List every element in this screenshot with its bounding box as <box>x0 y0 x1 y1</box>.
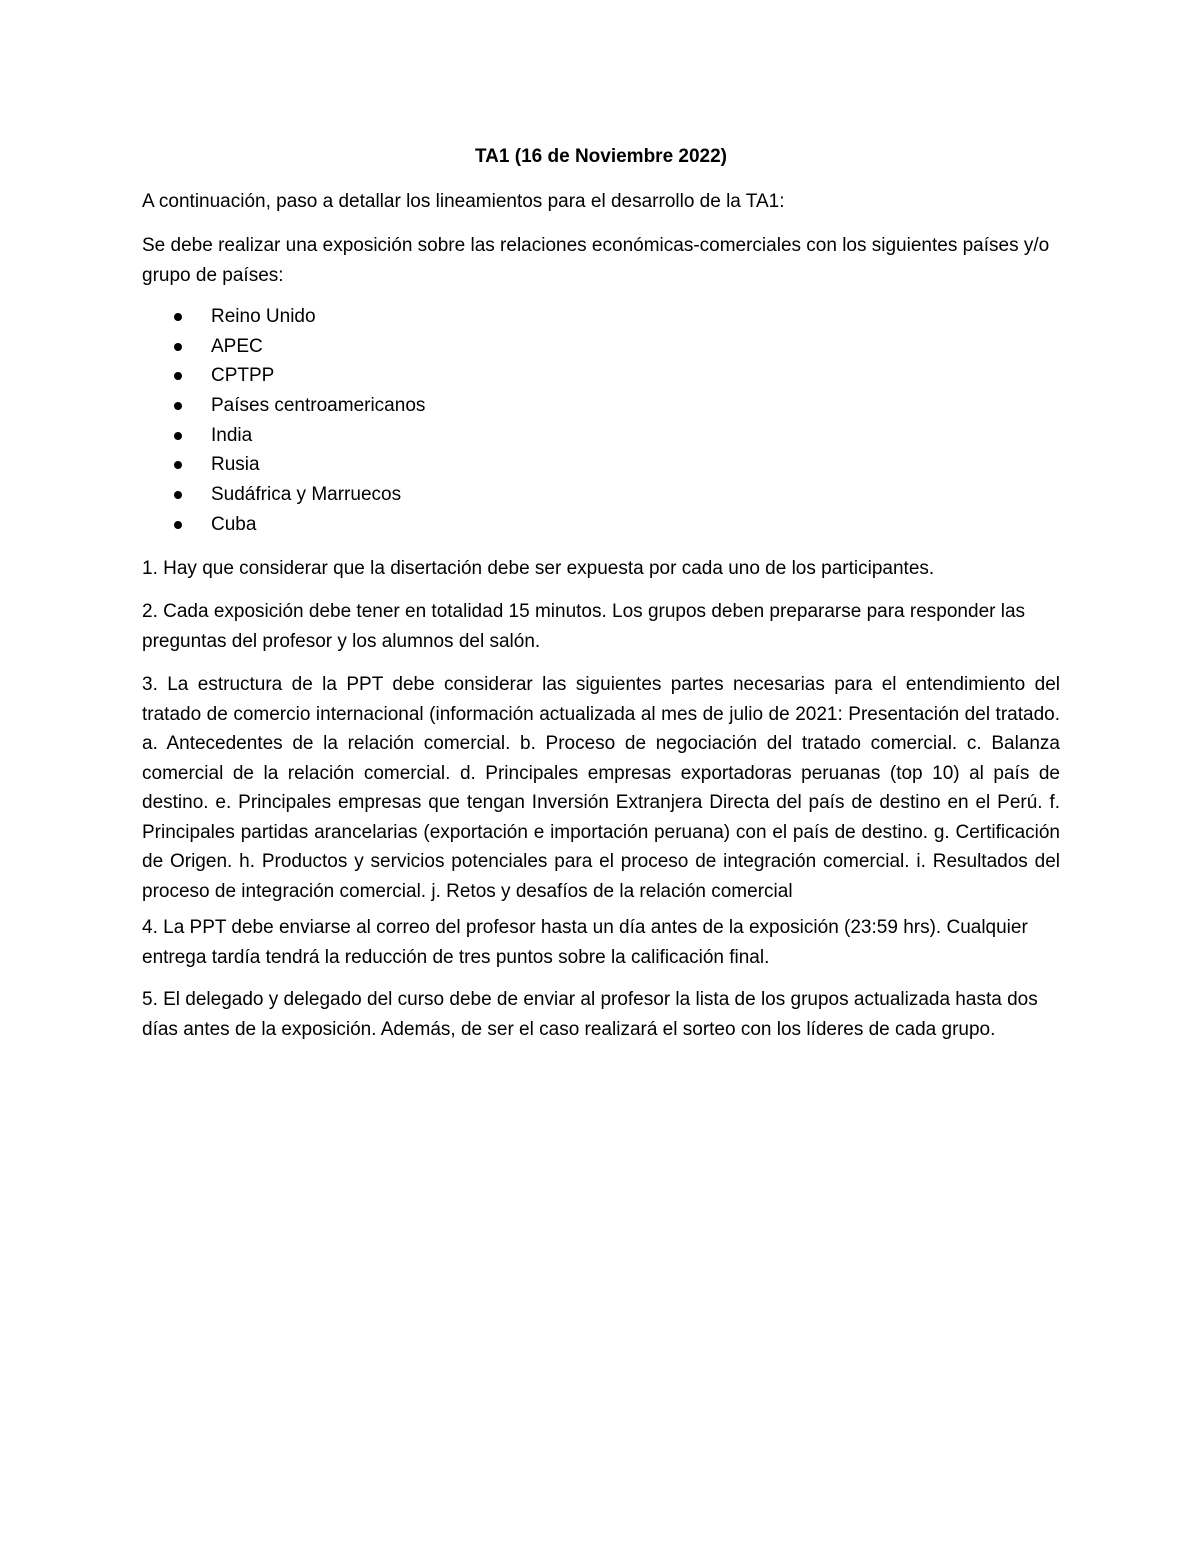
bullet-icon <box>174 343 182 351</box>
list-item-label: Sudáfrica y Marruecos <box>211 484 402 506</box>
document-title: TA1 (16 de Noviembre 2022) <box>474 146 728 167</box>
list-item-label: Reino Unido <box>211 306 316 327</box>
bullet-icon <box>174 313 182 321</box>
list-item <box>142 391 1060 421</box>
bullet-icon <box>174 461 182 469</box>
list-item <box>142 361 1060 391</box>
guideline-item-3: 3. La estructura de la PPT debe considerar las siguientes partes necesarias para el entendimiento del tratado de comercio internacional (información actualizada al mes de julio de 2021: Presentación del tratado. a. Antecedentes de la relación comercial. b. Proceso de negociación del tratado comercial. c. Balanza comercial de la relación comercial. d. Principales empresas exportadoras peruanas (top 10) al país de destino. e. Principales empresas que tengan Inversión Extranjera Directa del país de destino en el Perú. f. Principales partidas arancelarias (exportación e importación peruana) con el país de destino. g. Certificación de Origen. h. Productos y servicios potenciales para el proceso de integración comercial. i. Resultados del proceso de integración comercial. j. Retos y desafíos de la relación comercial <box>142 674 1060 902</box>
guideline-item-4: 4. La PPT debe enviarse al correo del profesor hasta un día antes de la exposición (23:59 hrs). Cualquier entrega tardía tendrá la reducción de tres puntos sobre la calificación final. <box>142 917 1028 968</box>
bullet-icon <box>174 372 182 380</box>
exposition-paragraph: Se debe realizar una exposición sobre las relaciones económicas-comerciales con los siguientes países y/o grupo de países: <box>142 235 1050 286</box>
list-item-label: Rusia <box>211 454 260 476</box>
list-item-label: India <box>211 424 253 446</box>
bullet-icon <box>174 432 182 440</box>
list-item <box>142 332 1060 362</box>
list-item <box>142 480 1060 510</box>
guideline-item-5: 5. El delegado y delegado del curso debe de enviar al profesor la lista de los grupos actualizada hasta dos días antes de la exposición. Además, de ser el caso realizará el sorteo con los líderes de cada grupo. <box>142 989 1038 1040</box>
list-item-label: CPTPP <box>211 365 275 387</box>
bullet-icon <box>174 491 182 499</box>
guideline-item-2: 2. Cada exposición debe tener en totalidad 15 minutos. Los grupos deben prepararse para responder las preguntas del profesor y los alumnos del salón. <box>142 601 1026 652</box>
intro-paragraph: A continuación, paso a detallar los lineamientos para el desarrollo de la TA1: <box>142 191 785 212</box>
list-item-label: APEC <box>211 335 263 357</box>
bullet-icon <box>174 402 182 410</box>
list-item-label: Cuba <box>211 513 257 535</box>
country-list <box>142 302 1060 540</box>
list-item <box>142 421 1060 451</box>
list-item <box>142 450 1060 480</box>
bullet-icon <box>174 521 182 529</box>
list-item <box>142 510 1060 540</box>
list-item <box>142 302 1060 332</box>
guideline-item-1: 1. Hay que considerar que la disertación debe ser expuesta por cada uno de los participantes. <box>142 558 935 579</box>
list-item-label: Países centroamericanos <box>211 395 426 417</box>
